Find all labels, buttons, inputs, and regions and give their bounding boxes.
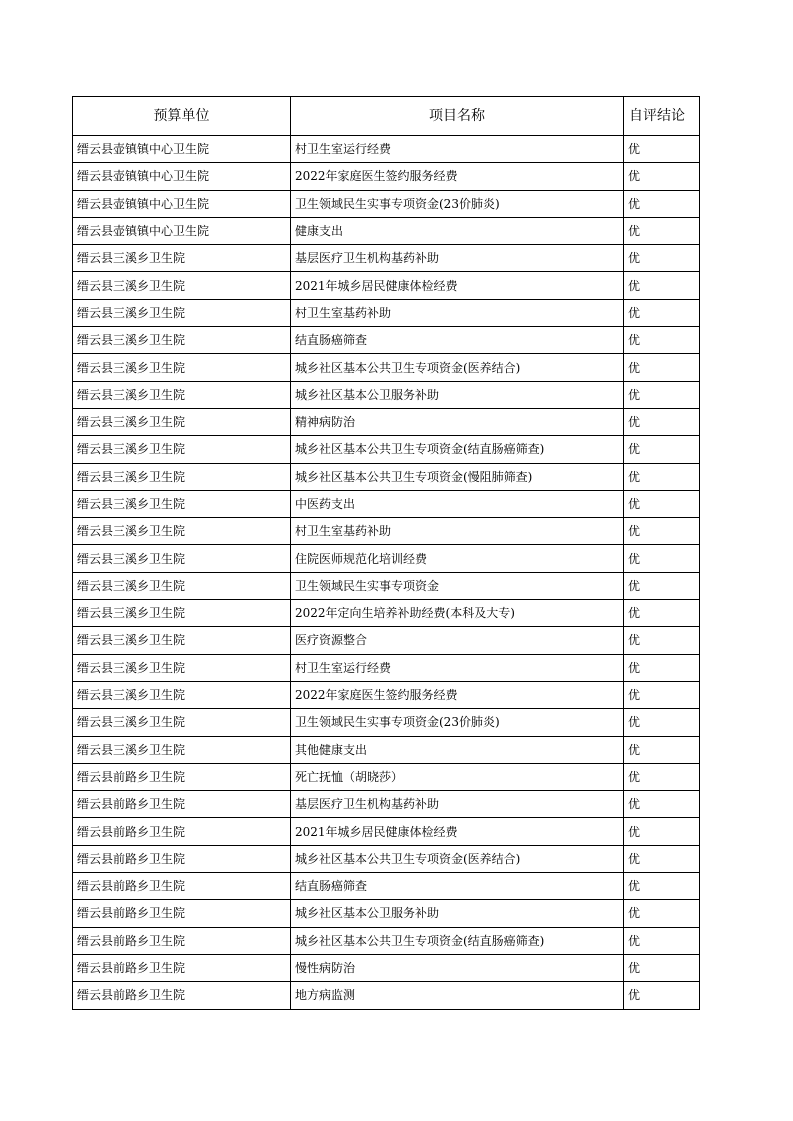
cell-budget-unit: 缙云县前路乡卫生院 — [73, 927, 291, 954]
cell-project-name: 城乡社区基本公共卫生专项资金(结直肠癌筛查) — [291, 436, 624, 463]
cell-budget-unit: 缙云县壶镇镇中心卫生院 — [73, 190, 291, 217]
cell-self-evaluation: 优 — [624, 436, 700, 463]
cell-self-evaluation: 优 — [624, 681, 700, 708]
cell-budget-unit: 缙云县壶镇镇中心卫生院 — [73, 217, 291, 244]
cell-project-name: 城乡社区基本公共卫生专项资金(医养结合) — [291, 845, 624, 872]
table-row — [73, 818, 700, 845]
cell-self-evaluation: 优 — [624, 873, 700, 900]
table-row — [73, 381, 700, 408]
cell-budget-unit: 缙云县三溪乡卫生院 — [73, 736, 291, 763]
table-row — [73, 873, 700, 900]
cell-self-evaluation: 优 — [624, 217, 700, 244]
header-self-evaluation: 自评结论 — [624, 97, 700, 136]
cell-budget-unit: 缙云县三溪乡卫生院 — [73, 490, 291, 517]
table-row — [73, 163, 700, 190]
table-row — [73, 600, 700, 627]
cell-project-name: 城乡社区基本公卫服务补助 — [291, 900, 624, 927]
cell-self-evaluation: 优 — [624, 163, 700, 190]
cell-budget-unit: 缙云县前路乡卫生院 — [73, 763, 291, 790]
cell-self-evaluation: 优 — [624, 136, 700, 163]
cell-project-name: 精神病防治 — [291, 408, 624, 435]
table-row — [73, 490, 700, 517]
cell-budget-unit: 缙云县三溪乡卫生院 — [73, 408, 291, 435]
cell-budget-unit: 缙云县三溪乡卫生院 — [73, 299, 291, 326]
table-row — [73, 354, 700, 381]
cell-project-name: 地方病监测 — [291, 982, 624, 1009]
cell-project-name: 其他健康支出 — [291, 736, 624, 763]
cell-budget-unit: 缙云县前路乡卫生院 — [73, 845, 291, 872]
table-row — [73, 245, 700, 272]
table-row — [73, 791, 700, 818]
cell-budget-unit: 缙云县前路乡卫生院 — [73, 982, 291, 1009]
table-row — [73, 572, 700, 599]
cell-project-name: 死亡抚恤（胡晓莎） — [291, 763, 624, 790]
cell-self-evaluation: 优 — [624, 600, 700, 627]
cell-project-name: 结直肠癌筛查 — [291, 327, 624, 354]
cell-self-evaluation: 优 — [624, 572, 700, 599]
cell-self-evaluation: 优 — [624, 791, 700, 818]
table-row — [73, 736, 700, 763]
cell-self-evaluation: 优 — [624, 736, 700, 763]
cell-budget-unit: 缙云县壶镇镇中心卫生院 — [73, 136, 291, 163]
cell-project-name: 中医药支出 — [291, 490, 624, 517]
cell-budget-unit: 缙云县三溪乡卫生院 — [73, 627, 291, 654]
cell-project-name: 慢性病防治 — [291, 954, 624, 981]
cell-project-name: 城乡社区基本公卫服务补助 — [291, 381, 624, 408]
cell-project-name: 村卫生室基药补助 — [291, 299, 624, 326]
header-budget-unit: 预算单位 — [73, 97, 291, 136]
cell-budget-unit: 缙云县前路乡卫生院 — [73, 900, 291, 927]
table-row — [73, 845, 700, 872]
header-row — [73, 97, 700, 136]
cell-self-evaluation: 优 — [624, 982, 700, 1009]
cell-project-name: 村卫生室运行经费 — [291, 654, 624, 681]
cell-self-evaluation: 优 — [624, 627, 700, 654]
cell-budget-unit: 缙云县前路乡卫生院 — [73, 791, 291, 818]
cell-project-name: 城乡社区基本公共卫生专项资金(医养结合) — [291, 354, 624, 381]
header-project-name: 项目名称 — [291, 97, 624, 136]
evaluation-table — [72, 96, 700, 1010]
table-row — [73, 136, 700, 163]
cell-project-name: 基层医疗卫生机构基药补助 — [291, 245, 624, 272]
cell-budget-unit: 缙云县三溪乡卫生院 — [73, 272, 291, 299]
cell-self-evaluation: 优 — [624, 190, 700, 217]
cell-self-evaluation: 优 — [624, 463, 700, 490]
cell-budget-unit: 缙云县三溪乡卫生院 — [73, 545, 291, 572]
cell-project-name: 结直肠癌筛查 — [291, 873, 624, 900]
cell-self-evaluation: 优 — [624, 299, 700, 326]
table-row — [73, 900, 700, 927]
cell-self-evaluation: 优 — [624, 327, 700, 354]
cell-budget-unit: 缙云县壶镇镇中心卫生院 — [73, 163, 291, 190]
cell-project-name: 村卫生室运行经费 — [291, 136, 624, 163]
cell-self-evaluation: 优 — [624, 818, 700, 845]
cell-project-name: 城乡社区基本公共卫生专项资金(慢阻肺筛查) — [291, 463, 624, 490]
table-row — [73, 627, 700, 654]
cell-project-name: 卫生领域民生实事专项资金(23价肺炎) — [291, 709, 624, 736]
cell-project-name: 医疗资源整合 — [291, 627, 624, 654]
cell-self-evaluation: 优 — [624, 272, 700, 299]
cell-self-evaluation: 优 — [624, 927, 700, 954]
table-row — [73, 681, 700, 708]
table-row — [73, 217, 700, 244]
table-row — [73, 654, 700, 681]
cell-project-name: 住院医师规范化培训经费 — [291, 545, 624, 572]
table-row — [73, 463, 700, 490]
cell-budget-unit: 缙云县三溪乡卫生院 — [73, 709, 291, 736]
cell-budget-unit: 缙云县三溪乡卫生院 — [73, 381, 291, 408]
cell-budget-unit: 缙云县三溪乡卫生院 — [73, 463, 291, 490]
cell-self-evaluation: 优 — [624, 408, 700, 435]
cell-project-name: 卫生领域民生实事专项资金 — [291, 572, 624, 599]
cell-budget-unit: 缙云县三溪乡卫生院 — [73, 518, 291, 545]
cell-self-evaluation: 优 — [624, 954, 700, 981]
cell-project-name: 2021年城乡居民健康体检经费 — [291, 818, 624, 845]
cell-self-evaluation: 优 — [624, 354, 700, 381]
cell-budget-unit: 缙云县三溪乡卫生院 — [73, 654, 291, 681]
table-row — [73, 927, 700, 954]
cell-self-evaluation: 优 — [624, 709, 700, 736]
cell-budget-unit: 缙云县前路乡卫生院 — [73, 954, 291, 981]
cell-project-name: 城乡社区基本公共卫生专项资金(结直肠癌筛查) — [291, 927, 624, 954]
cell-project-name: 村卫生室基药补助 — [291, 518, 624, 545]
cell-self-evaluation: 优 — [624, 900, 700, 927]
cell-budget-unit: 缙云县三溪乡卫生院 — [73, 572, 291, 599]
table-row — [73, 763, 700, 790]
table-row — [73, 709, 700, 736]
cell-project-name: 2022年家庭医生签约服务经费 — [291, 681, 624, 708]
table-row — [73, 545, 700, 572]
table-row — [73, 954, 700, 981]
cell-budget-unit: 缙云县三溪乡卫生院 — [73, 327, 291, 354]
table-row — [73, 408, 700, 435]
cell-project-name: 2022年家庭医生签约服务经费 — [291, 163, 624, 190]
table-body — [73, 136, 700, 1010]
cell-self-evaluation: 优 — [624, 381, 700, 408]
cell-self-evaluation: 优 — [624, 518, 700, 545]
cell-project-name: 2021年城乡居民健康体检经费 — [291, 272, 624, 299]
cell-self-evaluation: 优 — [624, 245, 700, 272]
cell-self-evaluation: 优 — [624, 845, 700, 872]
cell-budget-unit: 缙云县三溪乡卫生院 — [73, 354, 291, 381]
cell-budget-unit: 缙云县三溪乡卫生院 — [73, 600, 291, 627]
table-row — [73, 518, 700, 545]
cell-project-name: 卫生领域民生实事专项资金(23价肺炎) — [291, 190, 624, 217]
cell-self-evaluation: 优 — [624, 763, 700, 790]
cell-project-name: 2022年定向生培养补助经费(本科及大专) — [291, 600, 624, 627]
cell-budget-unit: 缙云县前路乡卫生院 — [73, 818, 291, 845]
cell-budget-unit: 缙云县三溪乡卫生院 — [73, 681, 291, 708]
cell-budget-unit: 缙云县三溪乡卫生院 — [73, 436, 291, 463]
table-row — [73, 982, 700, 1009]
cell-project-name: 基层医疗卫生机构基药补助 — [291, 791, 624, 818]
table-row — [73, 327, 700, 354]
table-row — [73, 299, 700, 326]
cell-budget-unit: 缙云县前路乡卫生院 — [73, 873, 291, 900]
table-row — [73, 272, 700, 299]
cell-self-evaluation: 优 — [624, 654, 700, 681]
cell-budget-unit: 缙云县三溪乡卫生院 — [73, 245, 291, 272]
cell-project-name: 健康支出 — [291, 217, 624, 244]
table-row — [73, 190, 700, 217]
table-row — [73, 436, 700, 463]
cell-self-evaluation: 优 — [624, 545, 700, 572]
cell-self-evaluation: 优 — [624, 490, 700, 517]
